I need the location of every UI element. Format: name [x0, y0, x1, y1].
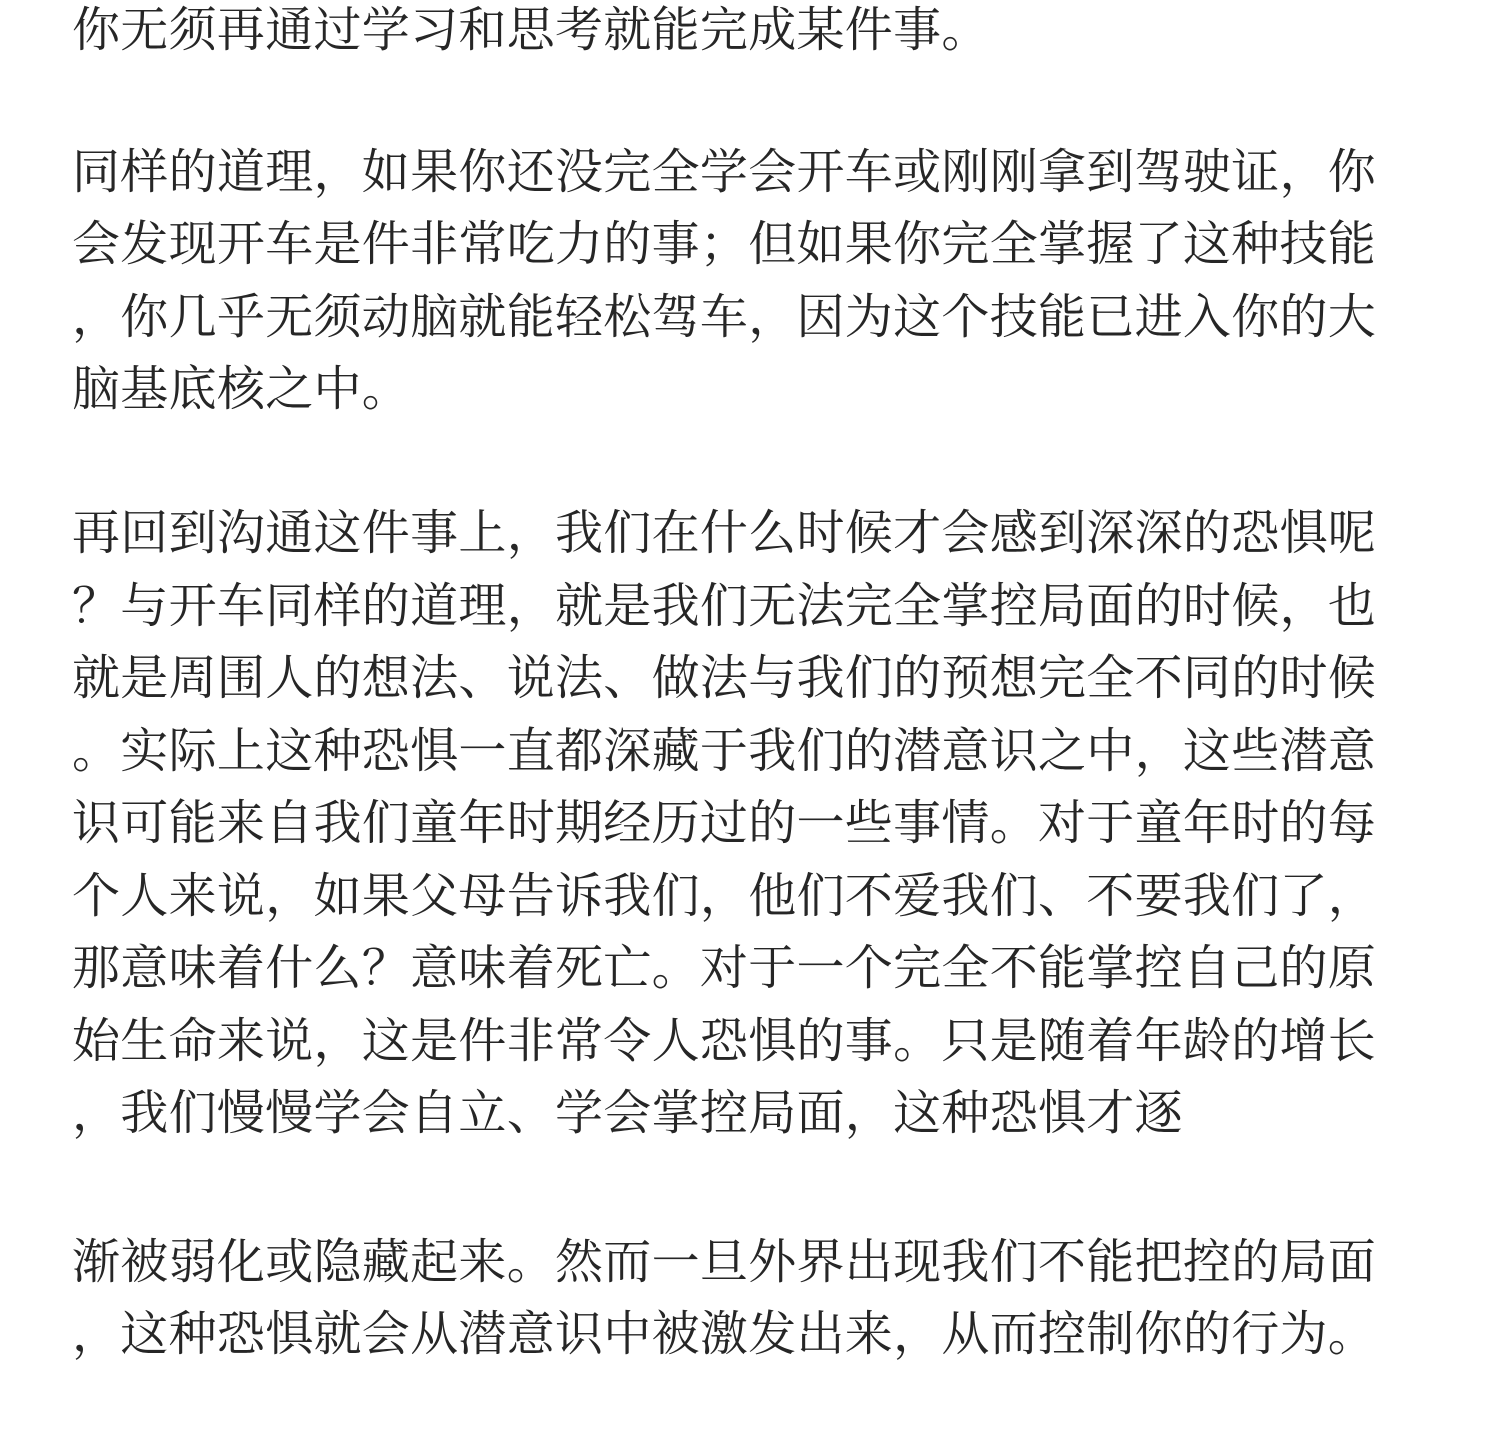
text-line: 渐被弱化或隐藏起来。然而一旦外界出现我们不能把控的局面 [72, 1234, 1377, 1290]
text-line: 。实际上这种恐惧一直都深藏于我们的潜意识之中，这些潜意 [72, 723, 1377, 779]
text-line: 始生命来说，这是件非常令人恐惧的事。只是随着年龄的增长 [72, 1013, 1377, 1069]
text-line: 个人来说，如果父母告诉我们，他们不爱我们、不要我们了， [72, 868, 1377, 924]
text-line: 那意味着什么？意味着死亡。对于一个完全不能掌控自己的原 [72, 940, 1377, 996]
text-line: 同样的道理，如果你还没完全学会开车或刚刚拿到驾驶证，你 [72, 144, 1377, 200]
text-line: 会发现开车是件非常吃力的事；但如果你完全掌握了这种技能 [72, 216, 1377, 272]
text-line: 你无须再通过学习和思考就能完成某件事。 [72, 2, 990, 58]
text-line: 再回到沟通这件事上，我们在什么时候才会感到深深的恐惧呢 [72, 505, 1377, 561]
text-line: ？与开车同样的道理，就是我们无法完全掌控局面的时候，也 [72, 578, 1377, 634]
text-line: 脑基底核之中。 [72, 361, 411, 417]
text-line: ，你几乎无须动脑就能轻松驾车，因为这个技能已进入你的大 [72, 289, 1377, 345]
text-line: ，我们慢慢学会自立、学会掌控局面，这种恐惧才逐 [72, 1085, 1183, 1141]
text-line: ，这种恐惧就会从潜意识中被激发出来，从而控制你的行为。 [72, 1306, 1377, 1362]
text-line: 识可能来自我们童年时期经历过的一些事情。对于童年时的每 [72, 795, 1377, 851]
text-line: 就是周围人的想法、说法、做法与我们的预想完全不同的时候 [72, 650, 1377, 706]
